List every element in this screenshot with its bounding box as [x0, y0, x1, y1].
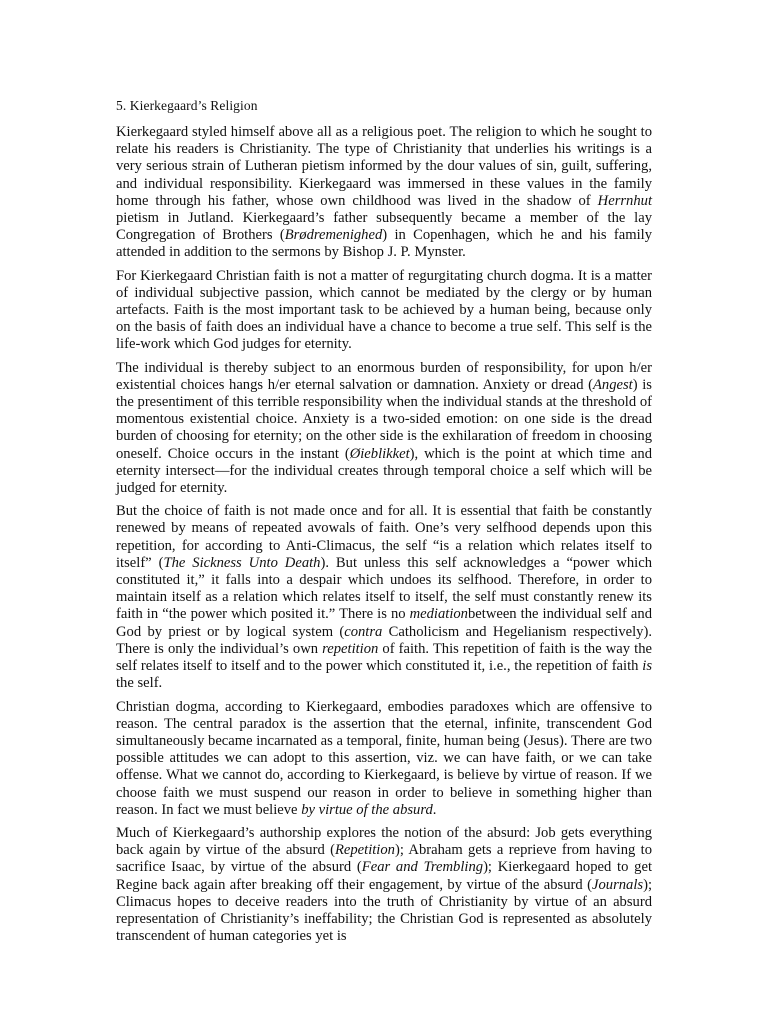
- paragraph-text: ), which is the point at which time and eternity intersect—for the individual creates through temporal choice a self which will be judged for eternity.: [116, 445, 652, 497]
- paragraph-text: For Kierkegaard Christian faith is not a matter of regurgitating church dogma. It is a matter of individual subjective passion, which cannot be mediated by the clergy or by human artefacts. Faith is the most important task to be achieved by a human being, because only on the basis of faith does an individual have a chance to become a true self. This self is the life-work which God judges for eternity.: [116, 267, 652, 353]
- body-paragraph: [116, 360, 652, 498]
- italic-text: Brødremenighed: [284, 227, 383, 244]
- body-paragraph: [116, 825, 652, 945]
- paragraph-text: ); Climacus hopes to deceive readers into the truth of Christianity by virtue of an absurd representation of Christianity’s ineffability; the Christian God is represented as absolutely transcendent of human categories yet is: [116, 876, 652, 945]
- paragraph-text: Kierkegaard styled himself above all as a religious poet. The religion to which he sought to relate his readers is Christianity. The type of Christianity that underlies his writings is a very serious strain of Lutheran pietism informed by the dour values of sin, guilt, suffering, and individual responsibility. Kierkegaard was immersed in these values in the family home through his father, whose own childhood was lived in the shadow of: [116, 124, 652, 209]
- paragraph-text: But the choice of faith is not made once and for all. It is essential that faith be constantly renewed by means of repeated avowals of faith. One’s very selfhood depends upon this repetition, for according to Anti-Climacus, the self “is a relation which relates itself to itself” (: [116, 503, 652, 571]
- paragraph-text: .: [432, 801, 437, 818]
- paragraph-text: Catholicism and Hegelianism respectively). There is only the individual’s own: [116, 623, 652, 657]
- paragraph-text: Much of Kierkegaard’s authorship explores the notion of the absurd: Job gets everything back again by virtue of the absurd (: [116, 824, 652, 859]
- italic-text: mediation: [409, 606, 468, 623]
- paragraph-text: ) in Copenhagen, which he and his family attended in addition to the sermons by Bishop J. P. Mynster.: [116, 227, 652, 261]
- paragraph-text: ); Abraham gets a reprieve from having to sacrifice Isaac, by virtue of the absurd (: [116, 842, 653, 876]
- paragraph-text: between the individual self and God by priest or by logical system (: [116, 606, 652, 640]
- italic-text: Repetition: [334, 842, 395, 859]
- body-paragraph: [116, 268, 652, 354]
- italic-text: Fear and Trembling: [361, 859, 484, 876]
- paragraph-text: ). But unless this self acknowledges a “power which constituted it,” it falls into a despair which undoes its selfhood. Therefore, in order to maintain itself as a relation which relates itself to itself, the self must constantly renew its faith in “the power which posited it.” There is no: [116, 554, 652, 623]
- italic-text: The Sickness Unto Death: [163, 554, 321, 571]
- italic-text: contra: [344, 623, 383, 640]
- body-paragraph: [116, 124, 652, 262]
- italic-text: Herrnhut: [597, 192, 652, 209]
- italic-text: Øieblikket: [349, 445, 410, 462]
- paragraph-text: pietism in Jutland. Kierkegaard’s father subsequently became a member of the lay Congregation of Brothers (: [116, 210, 652, 244]
- paragraph-text: the self.: [116, 675, 163, 692]
- paragraph-text: ); Kierkegaard hoped to get Regine back again after breaking off their engagement, by virtue of the absurd (: [116, 859, 653, 893]
- italic-text: by virtue of the absurd: [301, 801, 433, 818]
- italic-text: is: [642, 658, 652, 675]
- italic-text: Journals: [592, 876, 644, 893]
- body-paragraph: [116, 503, 652, 692]
- body-text: [116, 124, 652, 945]
- paragraph-text: The individual is thereby subject to an enormous burden of responsibility, for upon h/er existential choices hangs h/er eternal salvation or damnation. Anxiety or dread (: [116, 359, 652, 393]
- paragraph-text: of faith. This repetition of faith is the way the self relates itself to itself and to the power which constituted it, i.e., the repetition of faith: [116, 640, 652, 675]
- body-paragraph: [116, 699, 652, 819]
- paragraph-text: Christian dogma, according to Kierkegaard, embodies paradoxes which are offensive to reason. The central paradox is the assertion that the eternal, infinite, transcendent God simultaneously became incarnated as a temporal, finite, human being (Jesus). There are two possible attitudes we can adopt to this assertion, viz. we can have faith, or we can take offense. What we cannot do, according to Kierkegaard, is believe by virtue of reason. If we choose faith we must suspend our reason in order to believe in something higher than reason. In fact we must believe: [116, 698, 652, 818]
- section-heading: 5. Kierkegaard’s Religion: [116, 98, 258, 113]
- italic-text: Angest: [593, 376, 633, 393]
- paragraph-text: ) is the presentiment of this terrible responsibility when the individual stands at the threshold of momentous existential choice. Anxiety is a two-sided emotion: on one side is the dread burden of choosing for eternity; on the other side is the exhilaration of freedom in choosing oneself. Choice occurs in the instant (: [116, 376, 652, 462]
- italic-text: repetition: [322, 640, 379, 657]
